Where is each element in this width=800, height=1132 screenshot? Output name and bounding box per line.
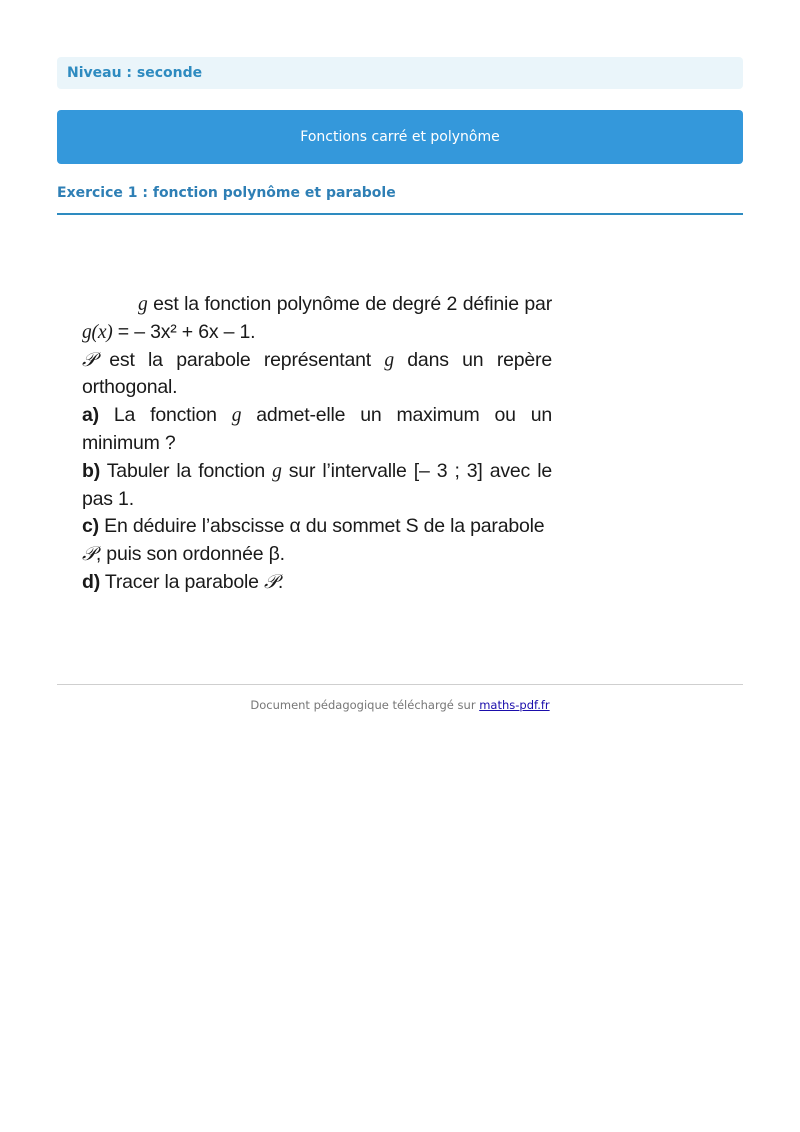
question-text: Tracer la parabole — [100, 570, 265, 593]
footer-link[interactable]: maths-pdf.fr — [479, 698, 550, 712]
question-c — [82, 513, 552, 569]
question-text: admet-elle un maximum ou un minimum ? — [82, 404, 552, 454]
exercise-statement — [82, 291, 552, 597]
question-d — [82, 569, 552, 597]
question-text: . — [277, 570, 284, 593]
question-text: , puis son ordonnée β. — [95, 543, 285, 566]
intro-text: est la fonction polynôme de degré 2 définie par — [147, 293, 552, 315]
question-label: a) — [82, 404, 99, 427]
parabola-symbol: 𝒫 — [264, 571, 278, 593]
footer-divider — [57, 684, 743, 685]
function-equation: = – 3x² + 6x – 1. — [112, 320, 256, 343]
parabola-text-end: dans un repère orthogonal. — [82, 348, 552, 399]
level-badge: Niveau : seconde — [57, 57, 743, 89]
footer — [57, 698, 743, 712]
exercise-title: Exercice 1 : fonction polynôme et parabole — [57, 185, 743, 215]
question-text: La fonction — [98, 404, 232, 427]
parabola-text: est la parabole représentant — [95, 348, 385, 371]
var-g: g — [384, 349, 394, 371]
question-label: b) — [82, 459, 101, 482]
var-g: g — [272, 460, 282, 482]
function-g-of-x: g(x) — [82, 321, 113, 343]
footer-text: Document pédagogique téléchargé sur — [250, 698, 480, 712]
var-g: g — [231, 405, 242, 427]
question-b — [82, 458, 552, 514]
page-title — [57, 110, 743, 164]
parabola-symbol: 𝒫 — [82, 544, 96, 566]
page-title-text: Fonctions carré et polynôme — [300, 129, 500, 145]
question-text: En déduire l’abscisse α du sommet S de la parabole — [98, 515, 545, 538]
parabola-symbol: 𝒫 — [82, 349, 96, 371]
parabola-definition — [82, 347, 552, 403]
question-a — [82, 402, 552, 458]
question-label: d) — [82, 570, 101, 593]
question-text: Tabuler la fonction — [100, 459, 273, 482]
question-label: c) — [82, 515, 99, 538]
var-g: g — [138, 294, 148, 315]
exercise-intro — [82, 291, 552, 347]
question-text: sur l’intervalle [– 3 ; 3] avec le pas 1. — [82, 459, 552, 510]
